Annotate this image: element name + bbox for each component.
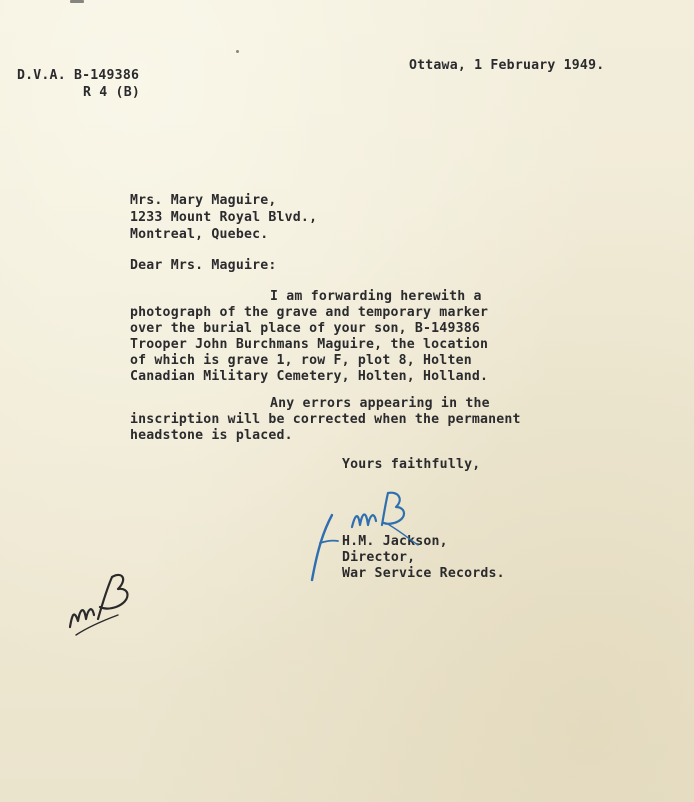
body-line: I am forwarding herewith a — [270, 289, 482, 304]
handwritten-initials — [62, 565, 142, 645]
body-line: over the burial place of your son, B-149386 — [130, 321, 481, 336]
file-reference-sub: R 4 (B) — [83, 85, 140, 100]
letter-date: Ottawa, 1 February 1949. — [409, 58, 605, 73]
body-line: inscription will be corrected when the permanent — [130, 412, 521, 427]
ink-speck — [236, 50, 239, 53]
signer-name: H.M. Jackson, — [342, 534, 448, 549]
signer-title: Director, — [342, 550, 416, 565]
ink-speck — [70, 0, 84, 3]
body-line: of which is grave 1, row F, plot 8, Holten — [130, 353, 472, 368]
blue-signature — [300, 485, 430, 590]
address-line: Mrs. Mary Maguire, — [130, 193, 277, 208]
address-line: 1233 Mount Royal Blvd., — [130, 210, 318, 225]
body-line: Trooper John Burchmans Maguire, the location — [130, 337, 489, 352]
signer-department: War Service Records. — [342, 566, 505, 581]
body-line: Any errors appearing in the — [270, 396, 490, 411]
closing: Yours faithfully, — [342, 457, 481, 472]
file-reference: D.V.A. B-149386 — [17, 68, 140, 83]
body-line: headstone is placed. — [130, 428, 293, 443]
salutation: Dear Mrs. Maguire: — [130, 258, 277, 273]
body-line: Canadian Military Cemetery, Holten, Holland. — [130, 369, 489, 384]
body-line: photograph of the grave and temporary marker — [130, 305, 489, 320]
address-line: Montreal, Quebec. — [130, 227, 269, 242]
